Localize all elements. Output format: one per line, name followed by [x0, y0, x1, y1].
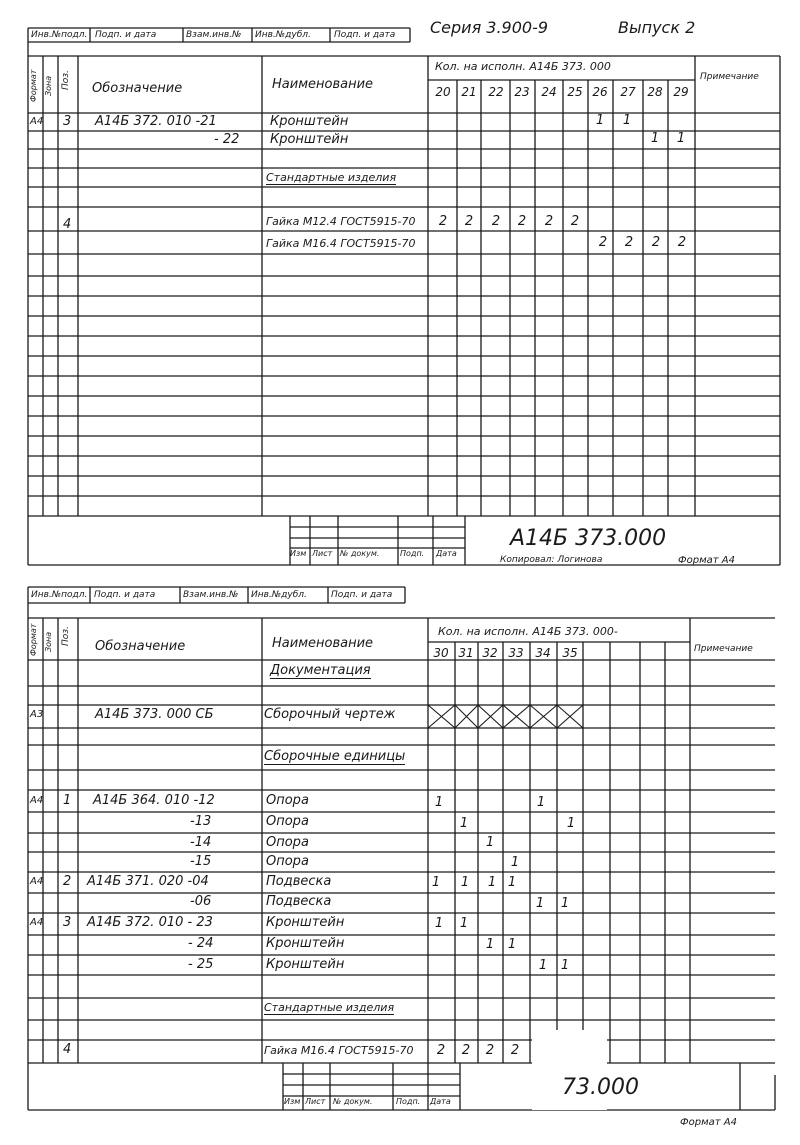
- qty: 1: [485, 835, 495, 850]
- section-assembly: Сборочные единицы: [264, 749, 406, 764]
- qty: 1: [434, 916, 444, 931]
- col-31: 31: [458, 646, 474, 660]
- rowb1-des: А14Б 373. 000 СБ: [95, 707, 214, 722]
- rowb7-fmt: А4: [30, 876, 44, 887]
- rowb13-pos: 4: [63, 1042, 72, 1057]
- rowb5-des: -14: [190, 835, 212, 850]
- row4-pos: 4: [63, 217, 72, 232]
- rowb8-name: Подвеска: [266, 894, 332, 909]
- qty: 1: [460, 875, 470, 890]
- col-33: 33: [508, 646, 524, 660]
- copied-by: Копировал: Логинова: [500, 555, 603, 565]
- qty: 1: [510, 855, 520, 870]
- stamp-vz: Взам.инв.№: [186, 30, 242, 40]
- rowb9-pos: 3: [63, 915, 72, 930]
- qty: 1: [566, 816, 576, 831]
- hdr-qty: Кол. на исполн. А14Б 373. 000-: [438, 625, 618, 638]
- rowb9-fmt: А4: [30, 917, 44, 928]
- row2-des: - 22: [214, 132, 240, 147]
- col-20: 20: [435, 85, 451, 99]
- tb-date: Дата: [436, 549, 457, 558]
- stamp-vz: Взам.инв.№: [183, 590, 239, 600]
- rowb1-fmt: А3: [30, 709, 44, 720]
- hdr-name: Наименование: [272, 636, 374, 651]
- rowb6-des: -15: [190, 854, 212, 869]
- rowb10-name: Кронштейн: [266, 936, 345, 951]
- qty: 1: [536, 795, 546, 810]
- rowb11-des: - 25: [188, 957, 214, 972]
- qty: 2: [570, 214, 580, 229]
- tb-izm: Изм: [284, 1097, 301, 1106]
- issue-label: Выпуск 2: [618, 18, 696, 37]
- qty: 2: [464, 214, 474, 229]
- stamp-inv: Инв.№подл.: [31, 590, 88, 600]
- row1-pos: 3: [63, 114, 72, 129]
- tb-sign: Подп.: [400, 549, 425, 558]
- rowb3-des: А14Б 364. 010 -12: [93, 793, 215, 808]
- rowb7-name: Подвеска: [266, 874, 332, 889]
- qty: 1: [507, 937, 517, 952]
- rowb5-name: Опора: [266, 835, 309, 850]
- doc-number: А14Б 373.000: [510, 526, 667, 551]
- tb-date: Дата: [430, 1097, 451, 1106]
- qty: 1: [560, 896, 570, 911]
- col-28: 28: [647, 85, 663, 99]
- tb-list: Лист: [312, 549, 333, 558]
- qty: 1: [434, 795, 444, 810]
- qty: 1: [676, 131, 686, 146]
- qty: 2: [436, 1043, 446, 1058]
- col-32: 32: [482, 646, 498, 660]
- qty: 1: [459, 916, 469, 931]
- hdr-zone: Зона: [44, 75, 53, 96]
- qty: 1: [538, 958, 548, 973]
- format-label: Формат А4: [680, 1117, 737, 1128]
- stamp-sign2: Подп. и дата: [331, 590, 393, 600]
- row2-name: Кронштейн: [270, 132, 349, 147]
- col-34: 34: [535, 646, 551, 660]
- hdr-designation: Обозначение: [95, 639, 186, 654]
- rowb11-name: Кронштейн: [266, 957, 345, 972]
- col-30: 30: [433, 646, 449, 660]
- rowb3-name: Опора: [266, 793, 309, 808]
- rowb3-fmt: А4: [30, 795, 44, 806]
- col-24: 24: [541, 85, 557, 99]
- col-22: 22: [488, 85, 504, 99]
- qty: 1: [459, 816, 469, 831]
- qty: 2: [517, 214, 527, 229]
- hdr-format: Формат: [29, 623, 38, 656]
- rowb7-des: А14Б 371. 020 -04: [87, 874, 209, 889]
- qty: 2: [491, 214, 501, 229]
- rowb1-name: Сборочный чертеж: [264, 707, 396, 722]
- row1-des: А14Б 372. 010 -21: [95, 114, 217, 129]
- rowb9-name: Кронштейн: [266, 915, 345, 930]
- qty: 2: [624, 235, 634, 250]
- qty: 2: [510, 1043, 520, 1058]
- col-29: 29: [673, 85, 689, 99]
- hdr-designation: Обозначение: [92, 81, 183, 96]
- rowb10-des: - 24: [188, 936, 214, 951]
- rowb6-name: Опора: [266, 854, 309, 869]
- col-23: 23: [514, 85, 530, 99]
- hdr-note: Примечание: [700, 72, 759, 82]
- qty: 2: [677, 235, 687, 250]
- qty: 2: [651, 235, 661, 250]
- col-26: 26: [592, 85, 608, 99]
- col-25: 25: [567, 85, 583, 99]
- col-21: 21: [461, 85, 477, 99]
- hdr-zone: Зона: [44, 631, 53, 652]
- hdr-pos: Поз.: [61, 626, 71, 646]
- col-27: 27: [620, 85, 636, 99]
- qty: 2: [544, 214, 554, 229]
- rowb3-pos: 1: [63, 793, 72, 808]
- rowb13-name: Гайка М16.4 ГОСТ5915-70: [264, 1044, 414, 1057]
- hdr-note: Примечание: [694, 644, 753, 654]
- hdr-pos: Поз.: [61, 70, 71, 90]
- rowb9-des: А14Б 372. 010 - 23: [87, 915, 213, 930]
- qty: 2: [461, 1043, 471, 1058]
- rowb7-pos: 2: [63, 874, 72, 889]
- tb-doc: № докум.: [333, 1097, 373, 1106]
- rowb4-des: -13: [190, 814, 212, 829]
- col-35: 35: [562, 646, 578, 660]
- rowb4-name: Опора: [266, 814, 309, 829]
- rowb8-des: -06: [190, 894, 212, 909]
- hdr-format: Формат: [29, 69, 38, 102]
- tb-list: Лист: [305, 1097, 326, 1106]
- qty: 1: [431, 875, 441, 890]
- doc-number: 73.000: [562, 1075, 639, 1100]
- stamp-dub: Инв.№дубл.: [251, 590, 307, 600]
- qty: 1: [507, 875, 517, 890]
- stamp-sign: Подп. и дата: [95, 30, 157, 40]
- qty: 1: [560, 958, 570, 973]
- qty: 2: [598, 235, 608, 250]
- qty: 1: [650, 131, 660, 146]
- row5-name: Гайка М16.4 ГОСТ5915-70: [266, 237, 416, 250]
- qty: 2: [485, 1043, 495, 1058]
- tb-izm: Изм: [290, 549, 307, 558]
- hdr-name: Наименование: [272, 77, 374, 92]
- stamp-sign: Подп. и дата: [94, 590, 156, 600]
- row4-name: Гайка М12.4 ГОСТ5915-70: [266, 215, 416, 228]
- qty: 1: [535, 896, 545, 911]
- section-docs: Документация: [270, 663, 371, 678]
- stamp-inv: Инв.№подл.: [31, 30, 88, 40]
- hdr-qty: Кол. на исполн. А14Б 373. 000: [435, 60, 611, 73]
- row3-section: Стандартные изделия: [266, 171, 397, 184]
- series-label: Серия 3.900-9: [430, 18, 549, 37]
- stamp-dub: Инв.№дубл.: [255, 30, 311, 40]
- tb-doc: № докум.: [340, 549, 380, 558]
- row1-name: Кронштейн: [270, 114, 349, 129]
- row1-fmt: А4: [30, 116, 44, 127]
- qty: 1: [595, 113, 605, 128]
- qty: 1: [487, 875, 497, 890]
- qty: 2: [438, 214, 448, 229]
- tb-sign: Подп.: [396, 1097, 421, 1106]
- format-label: Формат А4: [678, 555, 735, 566]
- section-standard: Стандартные изделия: [264, 1001, 395, 1014]
- stamp-sign2: Подп. и дата: [334, 30, 396, 40]
- qty: 1: [622, 113, 632, 128]
- qty: 1: [485, 937, 495, 952]
